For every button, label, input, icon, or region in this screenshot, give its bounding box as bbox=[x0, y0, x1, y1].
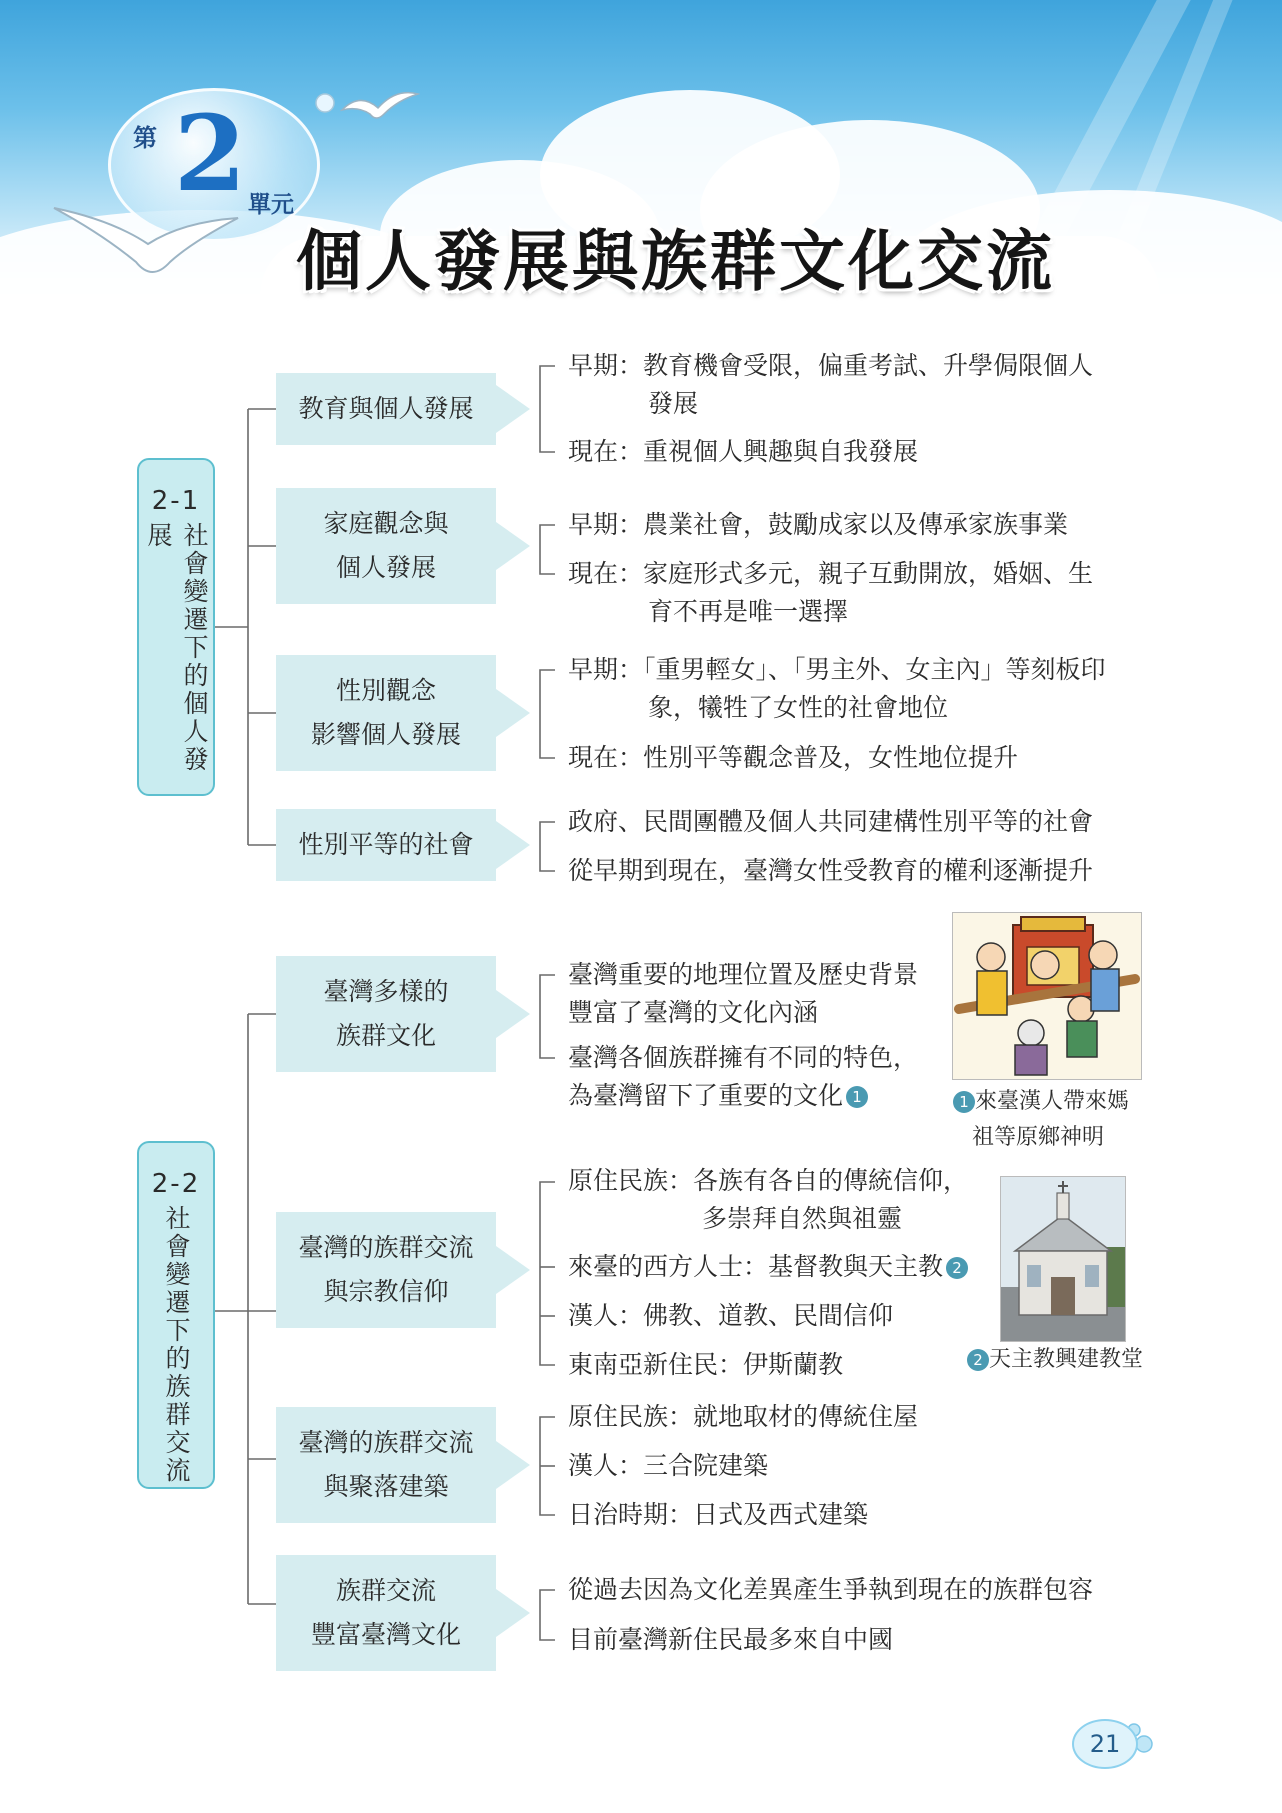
topic-label: 族群交流 bbox=[335, 1576, 436, 1605]
procession-illustration-icon bbox=[953, 913, 1141, 1079]
topic-label: 族群文化 bbox=[335, 1021, 436, 1050]
list-item-cont: 象，犧牲了女性的社會地位 bbox=[648, 693, 949, 722]
list-item: 原住民族：各族有各自的傳統信仰， bbox=[568, 1166, 969, 1195]
topic-box bbox=[276, 809, 496, 881]
section-box-2-2 bbox=[137, 1141, 215, 1489]
list-item: 政府、民間團體及個人共同建構性別平等的社會 bbox=[568, 807, 1094, 836]
topic-label: 影響個人發展 bbox=[310, 720, 461, 749]
topic-label: 個人發展 bbox=[335, 553, 436, 582]
figure-num-badge: 1 bbox=[953, 1091, 975, 1113]
list-item: 現在：重視個人興趣與自我發展 bbox=[568, 437, 919, 466]
list-item: 日治時期：日式及西式建築 bbox=[568, 1500, 869, 1529]
topic-label: 性別觀念 bbox=[335, 676, 436, 705]
topic-box bbox=[276, 1212, 496, 1328]
list-item-cont: 為臺灣留下了重要的文化 1 bbox=[568, 1077, 868, 1115]
list-item: 來臺的西方人士：基督教與天主教 2 bbox=[568, 1248, 968, 1286]
page-number: 21 bbox=[1072, 1719, 1138, 1769]
arrow-icon bbox=[496, 1246, 530, 1294]
list-item: 從早期到現在，臺灣女性受教育的權利逐漸提升 bbox=[568, 856, 1094, 885]
arrow-icon bbox=[496, 990, 530, 1038]
list-item-cont: 發展 bbox=[648, 389, 699, 418]
topic-box bbox=[276, 1407, 496, 1523]
list-item: 早期：教育機會受限，偏重考試、升學侷限個人 bbox=[568, 351, 1094, 380]
list-item: 漢人：三合院建築 bbox=[568, 1451, 769, 1480]
figure-image-1 bbox=[952, 912, 1142, 1080]
list-item: 現在：性別平等觀念普及，女性地位提升 bbox=[568, 743, 1019, 772]
list-item: 目前臺灣新住民最多來自中國 bbox=[568, 1625, 894, 1654]
arrow-icon bbox=[496, 385, 530, 433]
section-title: 社會變遷下的個人發展 bbox=[144, 522, 209, 774]
section-number: 2-2 bbox=[151, 1169, 201, 1199]
figure-image-2 bbox=[1000, 1176, 1126, 1342]
topic-label: 與聚落建築 bbox=[323, 1472, 449, 1501]
church-photo-icon bbox=[1001, 1177, 1125, 1341]
topic-label: 臺灣的族群交流 bbox=[298, 1428, 474, 1457]
list-item: 東南亞新住民：伊斯蘭教 bbox=[568, 1350, 844, 1379]
list-item-cont: 多崇拜自然與祖靈 bbox=[702, 1204, 903, 1233]
arrow-icon bbox=[496, 522, 530, 570]
figure-caption-cont: 祖等原鄉神明 bbox=[972, 1125, 1105, 1150]
topic-box bbox=[276, 1555, 496, 1671]
arrow-icon bbox=[496, 1441, 530, 1489]
list-item: 從過去因為文化差異產生爭執到現在的族群包容 bbox=[568, 1575, 1094, 1604]
figure-ref-badge: 1 bbox=[846, 1086, 868, 1108]
page-title: 個人發展與族群文化交流 bbox=[296, 223, 1055, 300]
unit-prefix: 第 bbox=[133, 124, 157, 152]
list-item: 臺灣各個族群擁有不同的特色， bbox=[568, 1043, 919, 1072]
list-item: 早期：「重男輕女」、「男主外、女主內」等刻板印 bbox=[568, 655, 1106, 684]
arrow-icon bbox=[496, 1589, 530, 1637]
topic-label: 臺灣多樣的 bbox=[323, 977, 449, 1006]
topic-box bbox=[276, 956, 496, 1072]
unit-number: 2 bbox=[173, 92, 247, 215]
figure-caption: 1 來臺漢人帶來媽 bbox=[950, 1084, 1129, 1120]
section-box-2-1 bbox=[137, 458, 215, 796]
arrow-icon bbox=[496, 821, 530, 869]
topic-box bbox=[276, 488, 496, 604]
list-item-cont: 豐富了臺灣的文化內涵 bbox=[568, 998, 819, 1027]
topic-label: 家庭觀念與 bbox=[323, 509, 449, 538]
topic-label: 與宗教信仰 bbox=[323, 1277, 449, 1306]
figure-ref-badge: 2 bbox=[946, 1257, 968, 1279]
topic-label: 豐富臺灣文化 bbox=[310, 1620, 461, 1649]
figure-num-badge: 2 bbox=[967, 1349, 989, 1371]
list-item: 原住民族：就地取材的傳統住屋 bbox=[568, 1402, 919, 1431]
list-item-cont: 育不再是唯一選擇 bbox=[648, 597, 849, 626]
list-item: 早期：農業社會，鼓勵成家以及傳承家族事業 bbox=[568, 510, 1069, 539]
topic-box bbox=[276, 373, 496, 445]
list-item: 漢人：佛教、道教、民間信仰 bbox=[568, 1301, 894, 1330]
topic-label: 性別平等的社會 bbox=[298, 830, 474, 859]
topic-box bbox=[276, 655, 496, 771]
section-title: 社會變遷下的族群交流 bbox=[162, 1205, 191, 1485]
section-number: 2-1 bbox=[151, 486, 201, 516]
topic-label: 教育與個人發展 bbox=[298, 394, 474, 423]
list-item: 臺灣重要的地理位置及歷史背景 bbox=[568, 960, 919, 989]
list-item: 現在：家庭形式多元，親子互動開放，婚姻、生 bbox=[568, 559, 1094, 588]
figure-caption: 2 天主教興建教堂 bbox=[964, 1342, 1143, 1378]
unit-suffix: 單元 bbox=[248, 192, 294, 218]
arrow-icon bbox=[496, 689, 530, 737]
topic-label: 臺灣的族群交流 bbox=[298, 1233, 474, 1262]
